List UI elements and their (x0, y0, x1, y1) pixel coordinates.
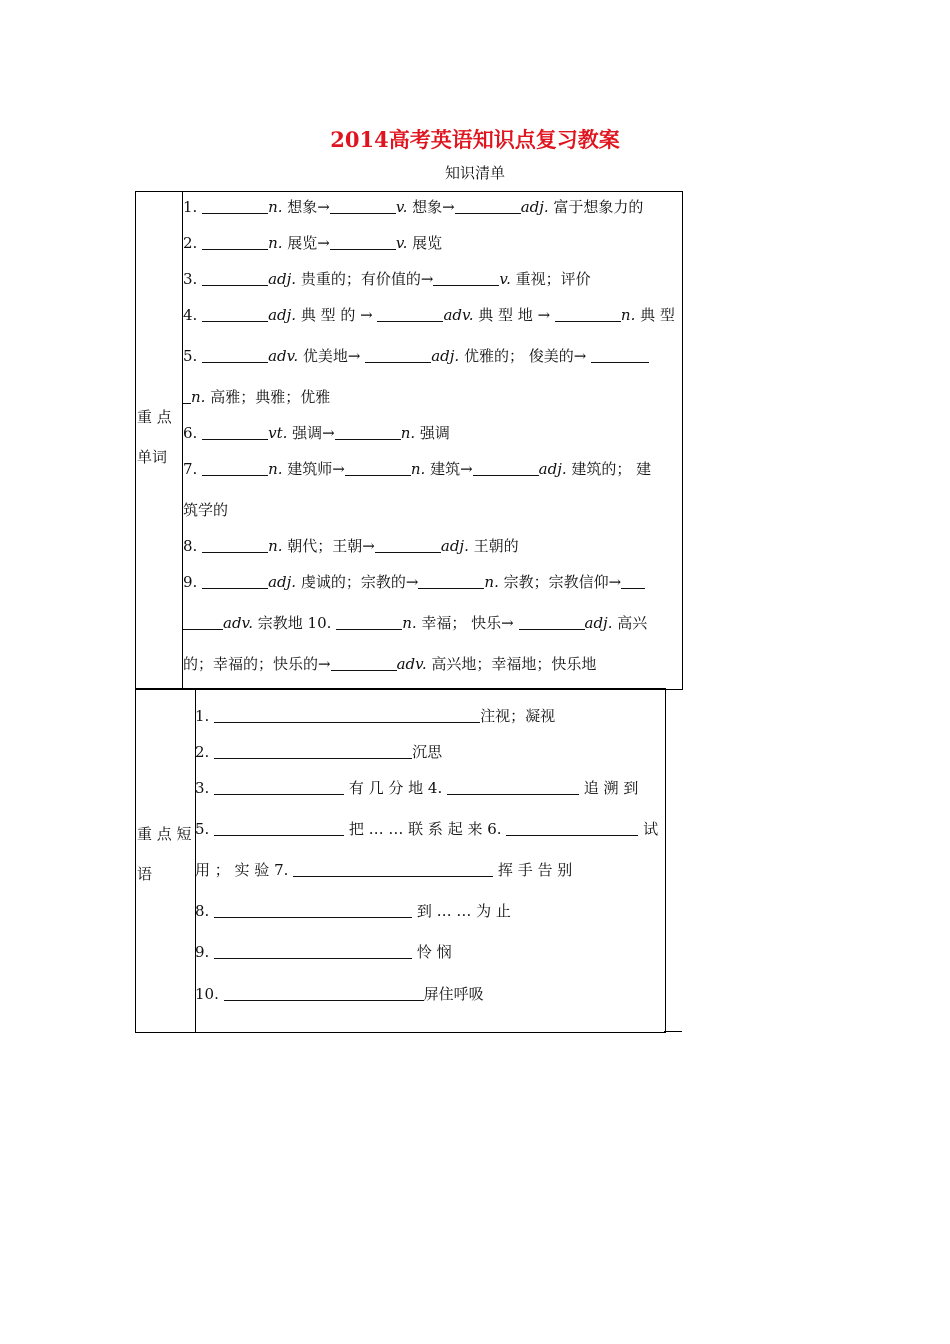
line-text: 想象→ (282, 198, 330, 216)
line-text: 用 ； 实 验 7. (195, 861, 294, 879)
answer-blank[interactable] (377, 305, 443, 322)
pos-abbr: n. (268, 460, 283, 478)
phrase-line (195, 741, 442, 763)
line-text: 沉思 (412, 743, 443, 761)
answer-blank[interactable] (418, 572, 484, 589)
answer-blank[interactable] (214, 942, 412, 959)
answer-blank[interactable] (473, 459, 539, 476)
line-text: 的；幸福的；快乐的→ (183, 655, 331, 673)
line-text: 典 型 的 → (296, 306, 378, 324)
answer-blank[interactable] (224, 984, 424, 1001)
answer-blank[interactable] (214, 778, 344, 795)
phrase-line (195, 818, 658, 840)
answer-blank[interactable] (202, 536, 268, 553)
line-text: 高兴地；幸福地；快乐地 (426, 655, 597, 673)
phrase-line (195, 705, 555, 727)
line-text: 3. (195, 779, 215, 797)
vocab-line (183, 653, 596, 675)
vocab-line (183, 268, 591, 290)
answer-blank[interactable] (293, 860, 493, 877)
pos-abbr: adj. (584, 614, 613, 632)
line-text: 10. (195, 985, 224, 1003)
line-text: 宗教地 10. (253, 614, 337, 632)
vocab-line (183, 571, 645, 593)
line-text: 优美地→ (298, 347, 366, 365)
line-text: 宗教；宗教信仰→ (498, 573, 622, 591)
answer-blank[interactable] (202, 423, 268, 440)
line-text: 贵重的；有价值的→ (296, 270, 434, 288)
line-text: 把 … … 联 系 起 来 6. (344, 820, 507, 838)
line-text: 6. (183, 424, 203, 442)
pos-abbr: n. (402, 614, 417, 632)
line-text: 追 溯 到 (579, 779, 639, 797)
line-text: 幸福； 快乐→ (416, 614, 519, 632)
line-text: 5. (183, 347, 203, 365)
pos-abbr: n. (400, 424, 416, 442)
line-text: 屏住呼吸 (423, 985, 484, 1003)
answer-blank[interactable] (365, 346, 431, 363)
pos-abbr: n. (484, 573, 499, 591)
pos-abbr: n. (268, 198, 283, 216)
line-text: 挥 手 告 别 (493, 861, 573, 879)
pos-abbr: adj. (268, 306, 297, 324)
line-text: 3. (183, 270, 203, 288)
phrase-line (195, 983, 484, 1005)
phrase-section-label: 重 点 短 语 (137, 825, 192, 883)
line-text: 有 几 分 地 4. (344, 779, 448, 797)
line-text: 建筑的； 建 (566, 460, 652, 478)
line-text: 2. (183, 234, 203, 252)
line-text: 优雅的； 俊美的→ (459, 347, 592, 365)
line-text: 展览→ (282, 234, 330, 252)
pos-abbr: adj. (520, 198, 549, 216)
vocab-line (183, 196, 643, 218)
line-text: 高兴 (612, 614, 648, 632)
answer-blank[interactable] (183, 387, 191, 404)
phrase-table-tail (664, 1031, 682, 1032)
line-text: 8. (195, 902, 215, 920)
line-text: 1. (183, 198, 203, 216)
line-text: 展览 (407, 234, 443, 252)
line-text: 2. (195, 743, 215, 761)
answer-blank[interactable] (202, 197, 268, 214)
vocab-line (183, 535, 519, 557)
answer-blank[interactable] (375, 536, 441, 553)
document-subtitle: 知识清单 (444, 164, 505, 182)
answer-blank[interactable] (214, 742, 412, 759)
vocab-line (183, 232, 442, 254)
line-text: 4. (183, 306, 203, 324)
line-text: 9. (195, 943, 215, 961)
line-text: 想象→ (407, 198, 455, 216)
answer-blank[interactable] (183, 613, 223, 630)
line-text: 筑学的 (183, 501, 229, 519)
pos-abbr: adj. (268, 270, 297, 288)
pos-abbr: adv. (443, 306, 474, 324)
answer-blank[interactable] (202, 346, 268, 363)
line-text: 注视；凝视 (480, 707, 556, 725)
line-text: 怜 悯 (412, 943, 452, 961)
phrase-line (195, 941, 452, 963)
phrase-line (195, 859, 572, 881)
line-text: 建筑师→ (282, 460, 345, 478)
pos-abbr: n. (191, 388, 206, 406)
answer-blank[interactable] (455, 197, 521, 214)
answer-blank[interactable] (202, 459, 268, 476)
vocab-section-label: 重 点 单词 (137, 408, 172, 466)
pos-abbr: v. (499, 270, 511, 288)
answer-blank[interactable] (506, 819, 638, 836)
pos-abbr: n. (620, 306, 636, 324)
answer-blank[interactable] (336, 613, 402, 630)
answer-blank[interactable] (335, 423, 401, 440)
line-text: 典 型 (635, 306, 675, 324)
pos-abbr: adv. (396, 655, 427, 673)
answer-blank[interactable] (202, 572, 268, 589)
line-text: 朝代；王朝→ (282, 537, 375, 555)
vocab-line (183, 304, 675, 326)
pos-abbr: adj. (538, 460, 567, 478)
answer-blank[interactable] (519, 613, 585, 630)
answer-blank[interactable] (214, 901, 412, 918)
line-text: 8. (183, 537, 203, 555)
answer-blank[interactable] (447, 778, 579, 795)
answer-blank[interactable] (591, 346, 649, 363)
line-text: 重视；评价 (510, 270, 591, 288)
answer-blank[interactable] (330, 197, 396, 214)
answer-blank[interactable] (433, 269, 499, 286)
phrase-line (195, 777, 638, 799)
answer-blank[interactable] (330, 233, 396, 250)
pos-abbr: vt. (268, 424, 288, 442)
answer-blank[interactable] (214, 819, 344, 836)
line-text: 强调→ (287, 424, 335, 442)
pos-abbr: n. (410, 460, 426, 478)
vocab-line (183, 422, 450, 444)
line-text: 5. (195, 820, 215, 838)
answer-blank[interactable] (214, 706, 480, 723)
answer-blank[interactable] (202, 233, 268, 250)
line-text: 富于想象力的 (548, 198, 644, 216)
line-text: 建筑→ (425, 460, 473, 478)
line-text: 典 型 地 → (473, 306, 555, 324)
pos-abbr: adj. (268, 573, 297, 591)
pos-abbr: v. (395, 234, 408, 252)
document-title: 2014高考英语知识点复习教案 (330, 127, 620, 152)
answer-blank[interactable] (621, 572, 645, 589)
vocab-line (183, 345, 649, 367)
pos-abbr: n. (268, 234, 283, 252)
pos-abbr: adj. (431, 347, 460, 365)
vocab-line (183, 386, 330, 408)
answer-blank[interactable] (202, 305, 268, 322)
line-text: 强调 (415, 424, 450, 442)
pos-abbr: v. (395, 198, 408, 216)
line-text: 高雅；典雅；优雅 (205, 388, 331, 406)
line-text: 虔诚的；宗教的→ (296, 573, 419, 591)
line-text: 7. (183, 460, 203, 478)
pos-abbr: n. (268, 537, 283, 555)
vocab-line (183, 499, 228, 521)
pos-abbr: adv. (268, 347, 299, 365)
pos-abbr: adv. (223, 614, 254, 632)
pos-abbr: adj. (440, 537, 469, 555)
answer-blank[interactable] (202, 269, 268, 286)
line-text: 9. (183, 573, 203, 591)
vocab-line (183, 458, 651, 480)
vocab-line (183, 612, 647, 634)
line-text: 试 (638, 820, 659, 838)
line-text: 1. (195, 707, 215, 725)
phrase-line (195, 900, 511, 922)
answer-blank[interactable] (345, 459, 411, 476)
answer-blank[interactable] (331, 654, 397, 671)
line-text: 到 … … 为 止 (412, 902, 511, 920)
answer-blank[interactable] (555, 305, 621, 322)
line-text: 王朝的 (468, 537, 519, 555)
